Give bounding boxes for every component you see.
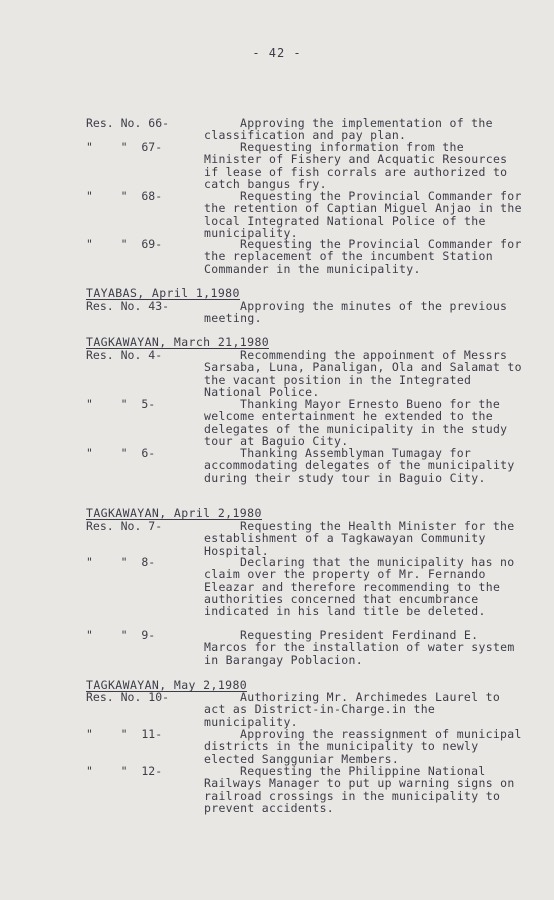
resolution-text: Approving the implementation of the classification and pay plan. [204, 116, 493, 143]
resolution-entry [86, 141, 526, 190]
resolution-text: Declaring that the municipality has no claim over the property of Mr. Fernando Eleazar and therefore recommending to the authorities concerned that encumbrance indicated in his land title be deleted. [204, 555, 515, 619]
resolution-number: " " 68- [86, 189, 163, 203]
resolution-entry [86, 238, 526, 275]
resolution-text: Requesting the Philippine National Railways Manager to put up warning signs on railroad crossings in the municipality to prevent accidents. [204, 764, 515, 815]
resolution-number: Res. No. 4- [86, 348, 163, 362]
resolution-entry [86, 765, 526, 814]
resolution-number: " " 9- [86, 628, 156, 642]
resolution-number: " " 69- [86, 237, 163, 251]
resolution-entry [86, 556, 526, 617]
resolution-entry [86, 349, 526, 398]
section-heading: TAYABAS, April 1,1980 [86, 286, 240, 300]
resolution-number: Res. No. 43- [86, 299, 170, 313]
resolution-entry [86, 447, 526, 484]
section-heading: TAGKAWAYAN, March 21,1980 [86, 335, 270, 349]
resolution-number: " " 12- [86, 764, 163, 778]
resolution-text: Requesting the Health Minister for the establishment of a Tagkawayan Community Hospital. [204, 519, 515, 558]
resolution-text: Requesting President Ferdinand E. Marcos for the installation of water system in Barangay Poblacion. [204, 628, 515, 667]
resolution-number: " " 11- [86, 727, 163, 741]
resolution-number: Res. No. 66- [86, 116, 170, 130]
section-heading: TAGKAWAYAN, April 2,1980 [86, 506, 262, 520]
resolution-text: Approving the reassignment of municipal districts in the municipality to newly elected Sangguniar Members. [204, 727, 522, 766]
resolution-entry [86, 520, 526, 557]
resolution-number: " " 5- [86, 397, 156, 411]
resolution-text: Thanking Assemblyman Tumagay for accommodating delegates of the municipality during their study tour in Baguio City. [204, 446, 515, 485]
resolution-number: Res. No. 10- [86, 690, 170, 704]
resolution-entry [86, 629, 526, 666]
resolution-entry [86, 398, 526, 447]
resolution-number: Res. No. 7- [86, 519, 163, 533]
resolution-text: Authorizing Mr. Archimedes Laurel to act as District-in-Charge.in the municipality. [204, 690, 501, 729]
section-heading: TAGKAWAYAN, May 2,1980 [86, 678, 248, 692]
resolution-entry [86, 728, 526, 765]
resolution-entry [86, 117, 526, 142]
resolution-text: Requesting information from the Minister of Fishery and Acquatic Resources if lease of fish corrals are authorized to catch bangus fry. [204, 140, 508, 191]
resolution-text: Requesting the Provincial Commander for the replacement of the incumbent Station Commander in the municipality. [204, 237, 522, 276]
resolution-text: Recommending the appoinment of Messrs Sarsaba, Luna, Panaligan, Ola and Salamat to the vacant position in the Integrated National Police. [204, 348, 522, 399]
resolution-entry [86, 300, 526, 325]
page-number: - 42 - [252, 46, 302, 60]
resolution-text: Approving the minutes of the previous meeting. [204, 299, 508, 326]
resolution-entry [86, 190, 526, 239]
resolution-entry [86, 691, 526, 728]
resolution-text: Requesting the Provincial Commander for the retention of Captian Miguel Anjao in the local Integrated National Police of the municipality. [204, 189, 522, 240]
resolution-number: " " 6- [86, 446, 156, 460]
resolution-text: Thanking Mayor Ernesto Bueno for the welcome entertainment he extended to the delegates of the municipality in the study tour at Baguio City. [204, 397, 508, 448]
resolution-number: " " 67- [86, 140, 163, 154]
resolution-number: " " 8- [86, 555, 156, 569]
